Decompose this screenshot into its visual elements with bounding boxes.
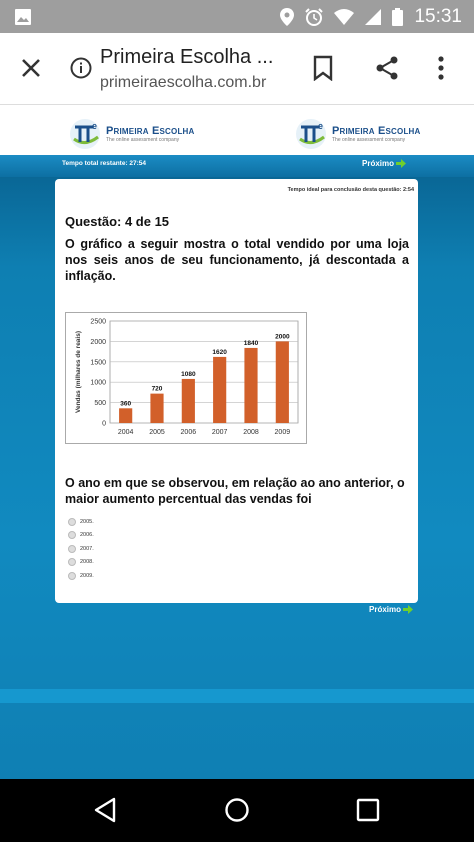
page-url: primeiraescolha.com.br	[100, 74, 267, 91]
svg-text:e: e	[318, 121, 324, 131]
wifi-icon	[334, 9, 354, 25]
signal-icon	[365, 9, 381, 25]
x-tick-label: 2009	[274, 429, 291, 436]
back-icon[interactable]	[92, 796, 118, 824]
plot-area	[110, 321, 298, 423]
y-axis-label: Vendas (milhares de reais)	[75, 330, 82, 414]
data-label: 1840	[243, 339, 259, 347]
next-label: Próximo	[369, 605, 402, 614]
x-tick-label: 2008	[243, 429, 259, 436]
sales-chart	[65, 312, 307, 444]
y-tick-label: 0	[102, 420, 106, 428]
option-label: 2006.	[80, 532, 94, 539]
pi-logo-icon	[68, 117, 102, 151]
answer-options	[68, 515, 94, 583]
bar-2008	[244, 348, 257, 423]
y-tick-label: 2000	[90, 338, 106, 346]
brand-name: Primeira Escolha	[106, 125, 195, 137]
x-tick-label: 2004	[117, 429, 134, 436]
next-button[interactable]	[369, 605, 413, 614]
option-2008[interactable]	[68, 556, 94, 570]
site-header	[0, 105, 474, 155]
share-icon[interactable]	[374, 55, 400, 81]
image-icon	[14, 8, 32, 26]
option-2007[interactable]	[68, 542, 94, 556]
bar-2004	[119, 408, 132, 423]
radio-button[interactable]	[68, 572, 76, 580]
question-card	[55, 179, 418, 603]
home-icon[interactable]	[224, 796, 250, 824]
question-prompt: O ano em que se observou, em relação ao ano anterior, o maior aumento percentual das vendas foi	[65, 476, 405, 506]
data-label: 360	[120, 400, 132, 408]
x-tick-label: 2007	[211, 429, 228, 436]
web-content	[0, 105, 474, 779]
brand-name: Primeira Escolha	[332, 125, 421, 137]
status-bar	[0, 0, 474, 33]
x-tick-label: 2006	[180, 429, 197, 436]
time-remaining: Tempo total restante: 27:54	[62, 160, 147, 167]
option-label: 2007.	[80, 545, 94, 552]
radio-button[interactable]	[68, 518, 76, 526]
close-icon[interactable]	[18, 55, 44, 81]
footer-band	[0, 689, 474, 703]
data-label: 1080	[181, 370, 196, 378]
question-text: O gráfico a seguir mostra o total vendido por uma loja nos seis anos de seu funcionamento, já descontada a inflação.	[65, 237, 409, 283]
next-label: Próximo	[362, 159, 395, 168]
recent-apps-icon[interactable]	[356, 798, 380, 822]
option-2005[interactable]	[68, 515, 94, 529]
alarm-icon	[305, 8, 323, 26]
battery-icon	[392, 8, 403, 26]
bookmark-icon[interactable]	[312, 55, 334, 81]
radio-button[interactable]	[68, 558, 76, 566]
option-label: 2005.	[80, 518, 94, 525]
data-label: 720	[151, 385, 163, 393]
more-options-icon[interactable]	[436, 55, 446, 81]
data-label: 1620	[212, 348, 227, 356]
option-label: 2009.	[80, 572, 94, 579]
clock: 15:31	[414, 6, 462, 27]
android-nav-bar	[0, 779, 474, 842]
option-2006[interactable]	[68, 529, 94, 543]
pi-logo-icon	[294, 117, 328, 151]
brand-tagline: The online assessment company	[332, 137, 406, 143]
radio-button[interactable]	[68, 545, 76, 553]
brand-tagline: The online assessment company	[106, 137, 180, 143]
page-title: Primeira Escolha ...	[100, 46, 274, 68]
option-2009[interactable]	[68, 569, 94, 583]
bar-2007	[213, 357, 226, 423]
y-tick-label: 1000	[90, 379, 106, 387]
bar-2009	[276, 341, 289, 423]
y-tick-label: 500	[94, 400, 106, 408]
y-tick-label: 2500	[90, 318, 106, 326]
ideal-time: Tempo ideal para conclusão desta questão: 2:54	[287, 187, 414, 193]
y-tick-label: 1500	[90, 359, 106, 367]
data-label: 2000	[275, 333, 290, 341]
bar-2005	[150, 394, 163, 423]
svg-text:e: e	[92, 121, 98, 131]
next-button[interactable]	[362, 159, 406, 168]
sales-chart-svg	[66, 313, 306, 443]
site-logo	[68, 117, 195, 151]
question-number: Questão: 4 de 15	[65, 214, 170, 229]
location-icon	[280, 8, 294, 26]
arrow-right-icon	[396, 159, 406, 168]
option-label: 2008.	[80, 559, 94, 566]
browser-toolbar	[0, 33, 474, 105]
x-tick-label: 2005	[149, 429, 165, 436]
site-logo	[294, 117, 421, 151]
radio-button[interactable]	[68, 531, 76, 539]
arrow-right-icon	[403, 605, 413, 614]
info-icon[interactable]	[70, 57, 92, 79]
bar-2006	[182, 379, 195, 423]
